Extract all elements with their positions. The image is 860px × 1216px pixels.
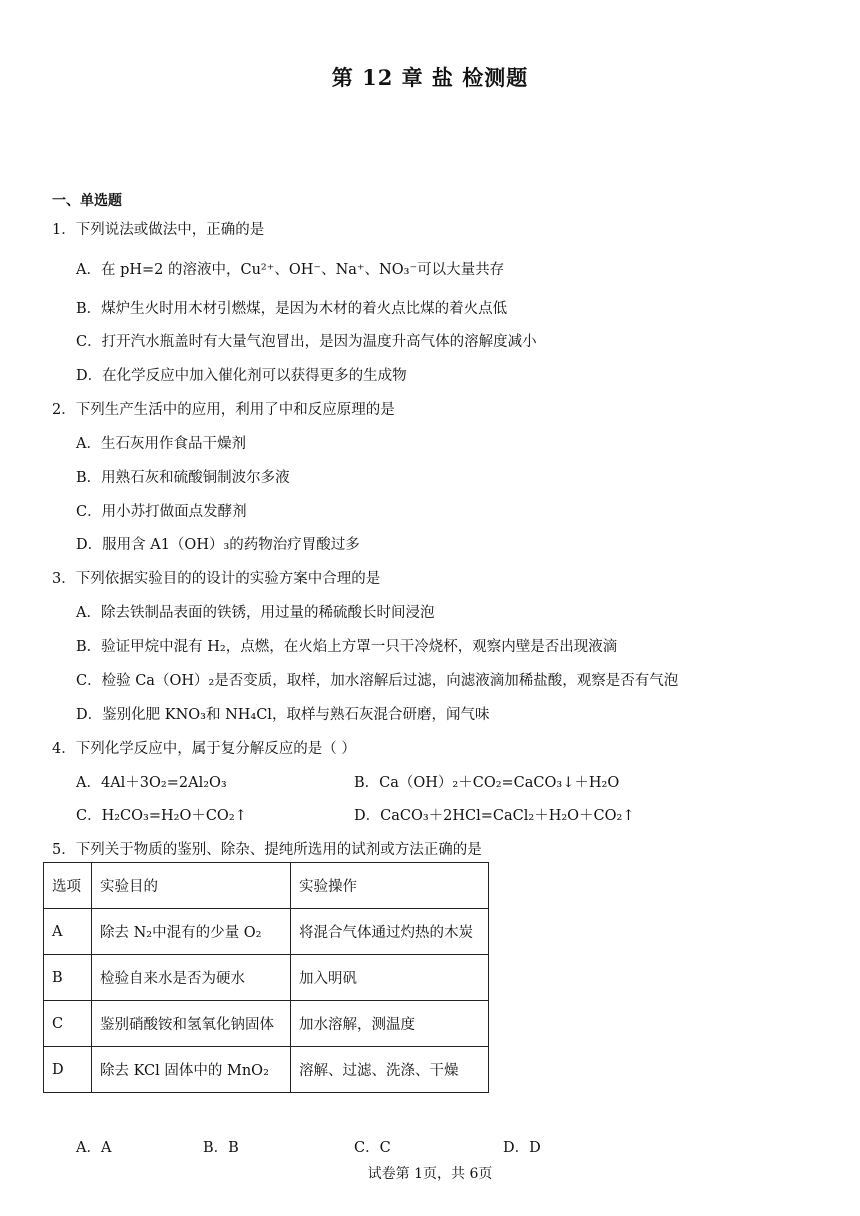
table-row <box>44 1047 489 1093</box>
question-4-stem: 4．下列化学反应中，属于复分解反应的是（ ） <box>52 741 356 757</box>
table-row <box>44 955 489 1001</box>
question-1-option-b: B．煤炉生火时用木材引燃煤，是因为木材的着火点比煤的着火点低 <box>76 301 508 317</box>
question-1-stem: 1．下列说法或做法中，正确的是 <box>52 222 265 238</box>
table-row <box>44 1001 489 1047</box>
question-4-option-d: D．CaCO₃＋2HCl=CaCl₂＋H₂O＋CO₂↑ <box>354 808 635 824</box>
page-title: 第 12 章 盐 检测题 <box>331 65 529 90</box>
question-1-option-a: A．在 pH=2 的溶液中，Cu²⁺、OH⁻、Na⁺、NO₃⁻可以大量共存 <box>76 262 505 278</box>
table-cell: 加水溶解，测温度 <box>291 1001 489 1047</box>
table-header-cell: 选项 <box>44 863 92 909</box>
question-1-option-d: D．在化学反应中加入催化剂可以获得更多的生成物 <box>76 368 407 384</box>
question-2-option-b: B．用熟石灰和硫酸铜制波尔多液 <box>76 470 290 486</box>
question-3-option-a: A．除去铁制品表面的铁锈，用过量的稀硫酸长时间浸泡 <box>76 605 435 621</box>
question-4-option-b: B．Ca（OH）₂＋CO₂=CaCO₃↓＋H₂O <box>354 775 620 791</box>
question-2-stem: 2．下列生产生活中的应用，利用了中和反应原理的是 <box>52 402 395 418</box>
question-5-table <box>43 862 489 1093</box>
question-1-option-c: C．打开汽水瓶盖时有大量气泡冒出，是因为温度升高气体的溶解度减小 <box>76 334 537 350</box>
table-cell: C <box>44 1001 92 1047</box>
table-cell: 将混合气体通过灼热的木炭 <box>291 909 489 955</box>
question-3-option-d: D．鉴别化肥 KNO₃和 NH₄Cl，取样与熟石灰混合研磨，闻气味 <box>76 707 490 723</box>
table-cell: 加入明矾 <box>291 955 489 1001</box>
page-footer: 试卷第 1页，共 6页 <box>367 1166 493 1182</box>
table-header-cell: 实验目的 <box>92 863 291 909</box>
question-2-option-a: A．生石灰用作食品干燥剂 <box>76 436 246 452</box>
table-cell: 检验自来水是否为硬水 <box>92 955 291 1001</box>
question-5-option-a: A．A <box>76 1140 112 1156</box>
table-cell: D <box>44 1047 92 1093</box>
question-4-option-c: C．H₂CO₃=H₂O＋CO₂↑ <box>76 808 247 824</box>
question-3-option-b: B．验证甲烷中混有 H₂，点燃，在火焰上方罩一只干冷烧杯，观察内壁是否出现液滴 <box>76 639 618 655</box>
question-4-option-a: A．4Al＋3O₂=2Al₂O₃ <box>76 775 227 791</box>
question-5-option-d: D．D <box>503 1140 541 1156</box>
question-2-option-c: C．用小苏打做面点发酵剂 <box>76 504 247 520</box>
table-header-row <box>44 863 489 909</box>
table-cell: 除去 KCl 固体中的 MnO₂ <box>92 1047 291 1093</box>
table-row <box>44 909 489 955</box>
question-2-option-d: D．服用含 A1（OH）₃的药物治疗胃酸过多 <box>76 537 360 553</box>
question-5-option-b: B．B <box>203 1140 239 1156</box>
table-cell: 溶解、过滤、洗涤、干燥 <box>291 1047 489 1093</box>
question-5-option-c: C．C <box>354 1140 391 1156</box>
table-cell: B <box>44 955 92 1001</box>
table-header-cell: 实验操作 <box>291 863 489 909</box>
section-heading: 一、单选题 <box>52 193 122 209</box>
table-cell: 鉴别硝酸铵和氢氧化钠固体 <box>92 1001 291 1047</box>
question-3-stem: 3．下列依据实验目的的设计的实验方案中合理的是 <box>52 571 381 587</box>
table-cell: 除去 N₂中混有的少量 O₂ <box>92 909 291 955</box>
table-cell: A <box>44 909 92 955</box>
question-3-option-c: C．检验 Ca（OH）₂是否变质，取样，加水溶解后过滤，向滤液滴加稀盐酸，观察是否有气泡 <box>76 673 679 689</box>
question-5-stem: 5．下列关于物质的鉴别、除杂、提纯所选用的试剂或方法正确的是 <box>52 842 482 858</box>
